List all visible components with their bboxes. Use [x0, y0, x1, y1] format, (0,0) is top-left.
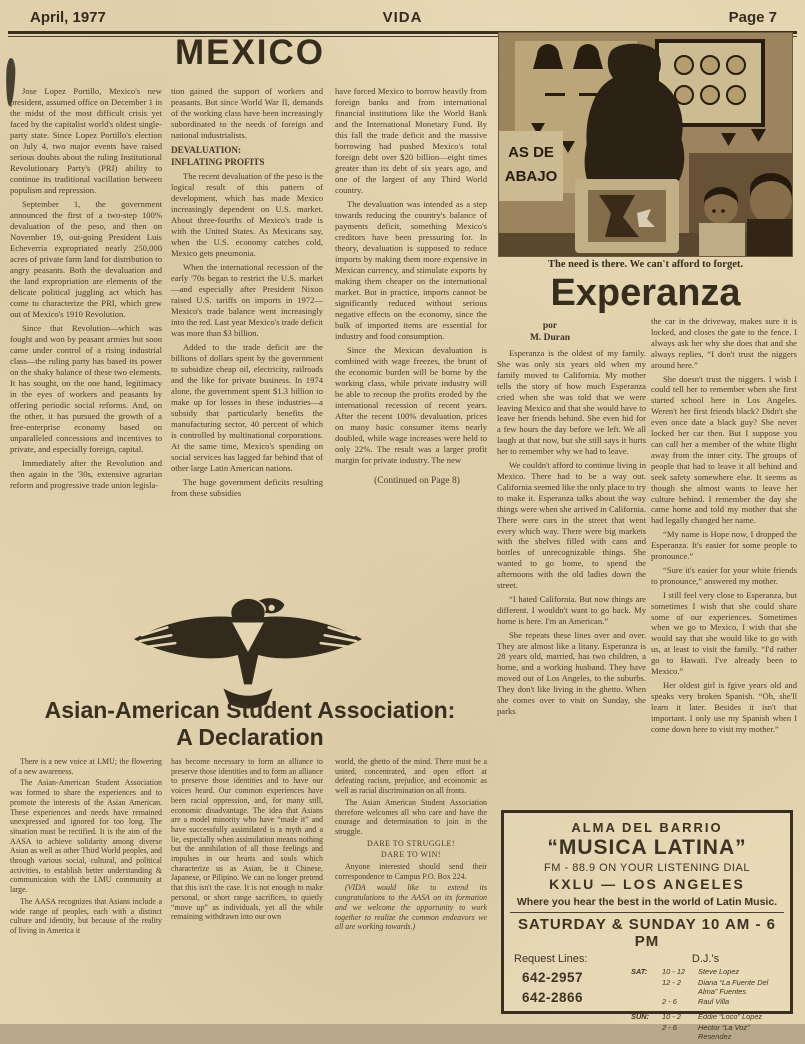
- eagle-icon: [130, 589, 366, 709]
- masthead: VIDA: [382, 9, 423, 26]
- news-photo-image: [499, 33, 792, 256]
- phone-number: 642-2866: [522, 990, 584, 1005]
- schedule-row: 2 - 6 Raul Villa: [662, 997, 730, 1007]
- svg-text:AS DE: AS DE: [508, 144, 554, 161]
- ad-bottom: [514, 953, 780, 1044]
- request-lines: [514, 953, 631, 1044]
- experanza-column-right: [651, 316, 797, 808]
- slogan-dare-to-struggle: DARE TO STRUGGLE!: [367, 838, 455, 848]
- slogan-dare-to-win: DARE TO WIN!: [381, 850, 441, 860]
- article-paragraph: The recent devaluation of the peso is the logical result of this pattern of development, which has made Mexico increasingly dependent on U.S. market. About three-fourths of Mexico's trade is with the United States. As Mexicans say, when the U.S. economy catches cold, Mexico gets pneumonia.: [171, 171, 323, 258]
- article-paragraph: has become necessary to form an alliance to preserve those identities and to form an alliance to preserve those identities and to have our voices heard. Our common experiences have been racial oppression, and, for many still, economic disadvantage. The idea that Asians are a model minority who have “made it” and have successfully assimilated is a myth and a lie, especially when assimilation means nothing but the annihilation of all those feelings and impulses in our hearts and souls which characterize us as Asian, be it Chinese, Japanese, or Pilipino. We can no longer pretend that this isn't the case. It is not enough to make personal, or short range sacrifices, to quietly “move up” as individuals, yet all the while remaining withdrawn into our own: [171, 757, 323, 922]
- ad-tagline: Where you hear the best in the world of Latin Music.: [516, 896, 778, 908]
- header-page-number: Page 7: [728, 9, 777, 26]
- schedule-row: SUN: 10 - 2 Eddie “Loco” Lopez: [631, 1012, 763, 1022]
- article-paragraph: “Sure it's easier for your white friends to pronounce,” answered my mother.: [651, 564, 797, 586]
- experanza-headline: Experanza: [550, 272, 741, 314]
- article-paragraph: Added to the trade deficit are the billions of dollars spent by the government to subsidize cheap oil, electricity, railroads and the like for private business. In 1974 alone, the government spent $1.3 billion to make up for losses in these industries—a subsidy that particularly benefits the manufacturing sector, 40 percent of which is controlled by multinational corporations. At the same time, Mexico's spending on social services has lagged far behind that of other large Latin American nations.: [171, 342, 323, 473]
- mexico-column-3: [335, 86, 487, 598]
- article-paragraph: The Asian American Student Association therefore welcomes all who care and have the courage and determination to join in the struggle.: [335, 797, 487, 836]
- radio-ad: [501, 810, 793, 1041]
- article-paragraph: I still feel very close to Esperanza, but sometimes I wish that she could share some of our experiences. Sometimes when we go to Mexico, I wish that she would say that she would like to go with us, at least to visit the family. “I'd rather go to Hawaii. I've already been to Mexico.”: [651, 589, 797, 677]
- article-paragraph: We couldn't afford to continue living in Mexico. There had to be a way out. California seemed like the only place to try to make it. Esperanza talks about the way things were when she arrived in California. There were cars in the street that went every which way. There were big markets with the shelves filled with cans and bottles of unrecognizable things. She wanted to go home, to spend the afternoons with the old ladies down the street.: [497, 460, 646, 591]
- byline-por: por: [542, 321, 558, 331]
- article-paragraph: There is a new voice at LMU; the flowering of a new awareness.: [10, 757, 162, 776]
- mexico-headline: MEXICO: [174, 33, 326, 72]
- article-paragraph: September 1, the government announced the first of a two-step 100% devaluation of the peso, and then on November 19, out-going President Luis Echeverria expropriated nearly 250,000 acres of private farm land for distribution to angry peasants. Both the devaluation and the land expropriation are elements of the delicate political juggling act which has come to characterize the PRI, which grew out of Mexico's 1910 Revolution.: [10, 199, 162, 319]
- ad-title: ALMA DEL BARRIO: [571, 820, 723, 835]
- ad-station: KXLU — LOS ANGELES: [549, 876, 745, 892]
- djs-label: D.J.'s: [691, 953, 720, 965]
- byline-author: M. Duran: [529, 333, 571, 343]
- editor-note: (VIDA would like to extend its congratulations to the AASA on its formation and we welcome the opportunity to work together to realize the common endeavors we all are working towards.): [335, 883, 487, 932]
- article-paragraph: The devaluation was intended as a step towards reducing the country's balance of payments deficit, something Mexico's creditors have been pressuring for. In theory, devaluation is supposed to reduce imports by making them more expensive in Mexican currency, and stimulate exports by making them cheaper on the international market. But in practice, imports cannot be significantly reduced without serious negative effects on the economy, since the bulk of imported items are essential for industry and food consumption.: [335, 199, 487, 341]
- continued-notice: (Continued on Page 8): [374, 476, 460, 486]
- article-paragraph: Anyone interested should send their correspondence to Campus P.O. Box 224.: [335, 862, 487, 881]
- article-paragraph: Esperanza is the oldest of my family. She was only six years old when my family moved to California. My mother tells the story of how much Esperanza cried when she was told that we were leaving Mexico and that she would have to leave her friends behind. She even hid for a few hours the day before we left. We all laugh at that now, but she still says it hurts her to remember why we had to leave.: [497, 348, 646, 457]
- ad-divider: [510, 912, 784, 913]
- header-date: April, 1977: [30, 9, 106, 26]
- mexico-column-2: [171, 86, 323, 598]
- article-paragraph: Her oldest girl is fgive years old and speaks very broken Spanish. “Oh, she'll learn it later. Besides it isn't that important. I only use my Spanish when I come down here to visit my mother.”: [651, 680, 797, 734]
- article-paragraph: Since the Mexican devaluation is combined with wage freezes, the brunt of the economic burden will be borne by the working class, while private industry will be able to recoup the profits eroded by the international recession of recent years. After the recent 100% devaluation, prices on many basic consumer items nearly doubled, while wage increases were held to only 22%. The result was a larger profit margin for private industry. The new: [335, 345, 487, 465]
- dj-schedule: [631, 953, 780, 1044]
- article-paragraph: the car in the driveway, makes sure it is locked, and closes the gate to the fence. I always ask her why she does that and she always replies, “I don't trust the niggers around here.”: [651, 316, 797, 370]
- article-paragraph: Immediately after the Revolution and then again in the '30s, extensive agrarian reform and progressive trade union legisla-: [10, 458, 162, 490]
- article-paragraph: world, the ghetto of the mind. There must be a united, concentrated, and open effort at defeating racism, prejudice, and ecoinomic as well as racial discrimination on all fronts.: [335, 757, 487, 796]
- article-paragraph: When the international recession of the early '70s began to restrict the U.S. market—and especially after President Nixon raised U.S. tariffs on imports in 1972—Mexico's trade balance went increasingly into the red. Last year Mexico's trade deficit was more than $3 billion.: [171, 262, 323, 338]
- article-paragraph: have forced Mexico to borrow heavily from foreign banks and from international financial institutions like the World Bank and the International Monetary Fund. By this fall the trade deficit and the massive borrowing had pushed Mexico's total foreign debt over $20 billion—eight times greater than its debt of six years ago, and one of the largest of any Third World country.: [335, 86, 487, 195]
- article-paragraph: She doesn't trust the niggers. I wish I could tell her to remember when she first started school here in Los Angeles. Weren't her first friends black? Didn't she even once date a black guy? She never locked her car then. But I suppose you can call her a member of the white flight away from the inner city. The groups of people that had to leave it all behind and seek safety somewhere else. It seems as though she almost wants to leave her culture behind. I remember the day she came home and told my mother that she had legally changed her name.: [651, 373, 797, 526]
- experanza-column-left: [497, 348, 646, 808]
- article-paragraph: She repeats these lines over and over. They are almost like a litany. Esperanza is 28 years old, married, has two children, a home, and a working husband. They have moved out of Los Angeles, to the suburbs. They don't like living in the ghetto. When she comes over to visit on Sunday, she parks: [497, 629, 646, 716]
- news-photo: [499, 33, 792, 256]
- ad-schedule-header: SATURDAY & SUNDAY 10 AM - 6 PM: [518, 916, 776, 950]
- aasa-column-1: [10, 757, 162, 1019]
- article-paragraph: The huge government deficits resulting from these subsidies: [171, 477, 323, 498]
- photo-caption: The need is there. We can't afford to forget.: [548, 259, 743, 270]
- page-header: [0, 9, 805, 31]
- article-paragraph: Since that Revolution—which was fought and won by peasant armies but soon came under control of a rising industrial class—the ruling party has based its power on the shaky balance of these two elements. It has sought, on the one hand, legitimacy in the eyes of workers and peasants by offering periodic social reforms. And, on the other, it has pursued the growth of a free-enterprise economy based on unparalleled concessions and incentives to private, and especially foreign, capital.: [10, 323, 162, 454]
- article-paragraph: “I hated California. But now things are different. I wouldn't want to go back. My home is here. I'm an American.”: [497, 593, 646, 626]
- svg-text:ABAJO: ABAJO: [504, 168, 558, 185]
- aasa-headline: Asian-American Student Association: A Declaration: [44, 697, 456, 750]
- article-paragraph: The AASA recognizes that Asians include a wide range of peoples, each with a distinct culture and identity, but because of the reality of living in America it: [10, 896, 162, 935]
- schedule-row: 12 - 2 Diana “La Fuente Del Alma” Fuentes: [662, 977, 769, 996]
- aasa-column-3: [335, 757, 487, 1019]
- request-lines-label: Request Lines:: [514, 953, 588, 965]
- phone-number: 642-2957: [522, 970, 584, 985]
- experanza-byline: [505, 320, 595, 344]
- schedule-row: SAT: 10 - 12 Steve Lopez: [631, 967, 740, 976]
- ad-frequency: FM - 88.9 ON YOUR LISTENING DIAL: [544, 862, 750, 874]
- schedule-row: 2 - 6 Hector “La Voz” Resendez: [662, 1022, 750, 1041]
- article-paragraph: Jose Lopez Portillo, Mexico's new president, assumed office on December 1 in the midst of the most difficult crisis yet faced by the capitalist world's oldest single-party state. Since Lopez Portillo's election on July 4, two major events have raised serious doubts about the ruling Institutional Revolutionary Party's (PRI) ability to continue its traditional vacillation between populism and repression.: [10, 86, 162, 195]
- mexico-column-1: [10, 86, 162, 598]
- article-paragraph: tion gained the support of workers and peasants. But since World War II, demands of the working class have been increasingly subordinated to the needs of foreign and national industrialists.: [171, 86, 323, 140]
- article-paragraph: The Asian-American Student Association was formed to share the experiences and to promote the interests of the Asian American. These experiences and needs have remained unexpressed and ignored for too long. The situation must be rectified. It is the aim of the AASA to achieve solidarity among diverse Asian as well as other Third World peoples, and through various social, cultural, and political activities, to establish better understanding & communicaion with the LMU community at large.: [10, 778, 162, 895]
- ad-show-name: “MUSICA LATINA”: [547, 836, 747, 859]
- article-paragraph: “My name is Hope now, I dropped the Esperanza. It's easier for some people to pronounce.”: [651, 529, 797, 562]
- aasa-column-2: [171, 757, 323, 1019]
- devaluation-subhead: DEVALUATION: INFLATING PROFITS: [171, 145, 265, 167]
